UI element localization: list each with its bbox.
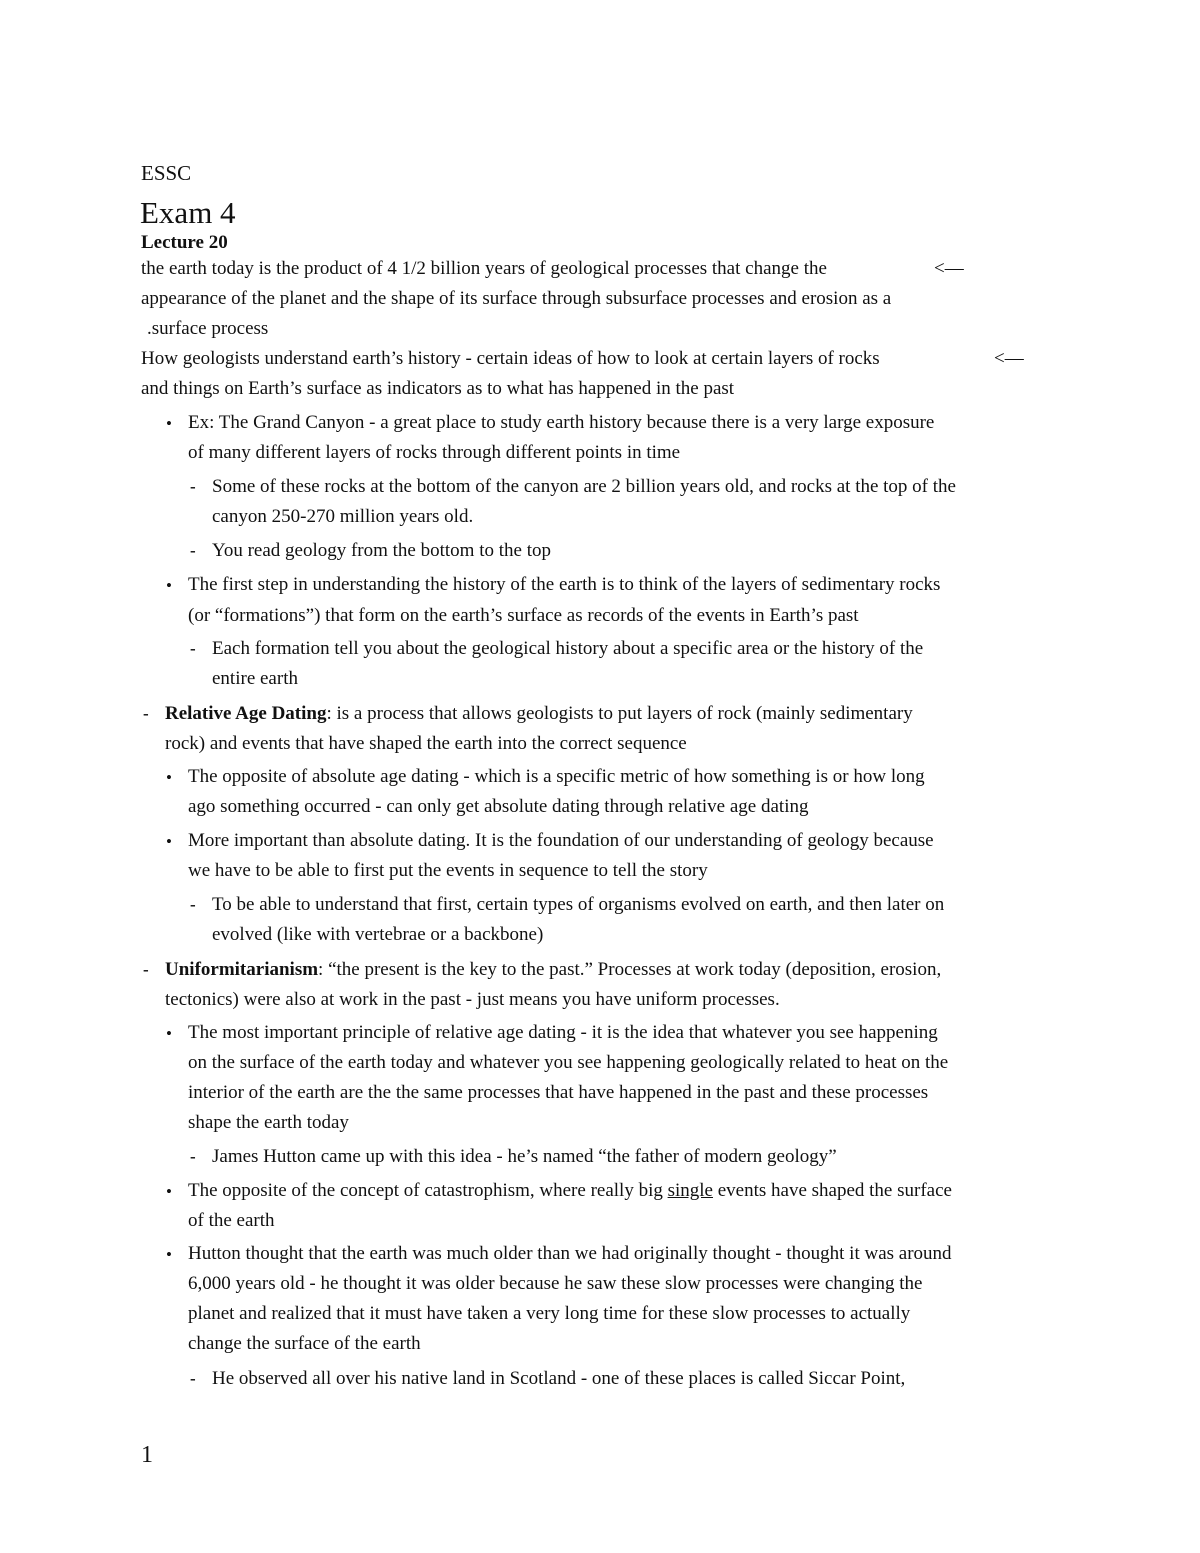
intro-paragraph-2-line-2: and things on Earth’s surface as indicators as to what has happened in the past — [141, 378, 735, 399]
sub-item-text: Each formation tell you about the geological history about a specific area or the history of the — [212, 638, 924, 659]
dash-marker: - — [143, 704, 149, 723]
lecture-heading: Lecture 20 — [141, 232, 228, 253]
sub-item-text: entire earth — [212, 668, 298, 689]
definition-text: : “the present is the key to the past.” Processes at work today (deposition, erosion, — [318, 959, 942, 980]
intro-paragraph-1-line-3: .surface process — [147, 318, 269, 339]
sub-item-text: You read geology from the bottom to the top — [212, 540, 551, 561]
list-item-text: we have to be able to first put the events in sequence to tell the story — [188, 860, 708, 881]
arrow-marker: <— — [994, 348, 1024, 369]
list-item-text: The most important principle of relative age dating - it is the idea that whatever you see happening — [188, 1022, 938, 1043]
sub-item-text: James Hutton came up with this idea - he’s named “the father of modern geology” — [212, 1146, 837, 1167]
bullet-marker: • — [166, 768, 172, 787]
dash-marker: - — [190, 639, 196, 658]
bullet-marker: • — [166, 414, 172, 433]
list-item-text: The first step in understanding the history of the earth is to think of the layers of sedimentary rocks — [188, 574, 941, 595]
dash-marker: - — [190, 541, 196, 560]
page-number: 1 — [141, 1442, 153, 1468]
definition-text: tectonics) were also at work in the past - just means you have uniform processes. — [165, 989, 780, 1010]
sub-item-text: To be able to understand that first, certain types of organisms evolved on earth, and then later on — [212, 894, 945, 915]
dash-marker: - — [190, 1369, 196, 1388]
definition-text: rock) and events that have shaped the earth into the correct sequence — [165, 733, 687, 754]
list-item-text: shape the earth today — [188, 1112, 349, 1133]
list-item-text: Ex: The Grand Canyon - a great place to study earth history because there is a very large exposure — [188, 412, 935, 433]
list-item-text: 6,000 years old - he thought it was older because he saw these slow processes were changing the — [188, 1273, 923, 1294]
dash-marker: - — [190, 477, 196, 496]
dash-marker: - — [143, 960, 149, 979]
sub-item-text: evolved (like with vertebrae or a backbone) — [212, 924, 544, 945]
intro-paragraph-2-line-1: How geologists understand earth’s history - certain ideas of how to look at certain layers of rocks — [141, 348, 880, 369]
list-item-text-segment: events have shaped the surface — [712, 1180, 952, 1201]
list-item-text: planet and realized that it must have taken a very long time for these slow processes to actually — [188, 1303, 911, 1324]
list-item-text: of many different layers of rocks through different points in time — [188, 442, 681, 463]
list-item-text: Hutton thought that the earth was much older than we had originally thought - thought it was around — [188, 1243, 952, 1264]
sub-item-text: He observed all over his native land in Scotland - one of these places is called Siccar Point, — [212, 1368, 906, 1389]
sub-item-text: canyon 250-270 million years old. — [212, 506, 474, 527]
dash-marker: - — [190, 1147, 196, 1166]
definition-uniformitarianism — [165, 959, 941, 981]
list-item-text: of the earth — [188, 1210, 275, 1231]
definition-text: : is a process that allows geologists to put layers of rock (mainly sedimentary — [326, 703, 913, 724]
list-item-text: interior of the earth are the the same processes that have happened in the past and these processes — [188, 1082, 929, 1103]
list-item-text: change the surface of the earth — [188, 1333, 421, 1354]
list-item-text: More important than absolute dating. It is the foundation of our understanding of geology because — [188, 830, 934, 851]
list-item-text: ago something occurred - can only get absolute dating through relative age dating — [188, 796, 809, 817]
intro-paragraph-1-line-1: the earth today is the product of 4 1/2 billion years of geological processes that change the — [141, 258, 827, 279]
list-item-text: (or “formations”) that form on the earth’s surface as records of the events in Earth’s past — [188, 605, 859, 626]
bullet-marker: • — [166, 576, 172, 595]
dash-marker: - — [190, 895, 196, 914]
underlined-word: single — [667, 1180, 713, 1201]
list-item-text: The opposite of absolute age dating - which is a specific metric of how something is or how long — [188, 766, 925, 787]
bullet-marker: • — [166, 832, 172, 851]
bullet-marker: • — [166, 1024, 172, 1043]
course-code: ESSC — [141, 161, 192, 185]
list-item-text — [188, 1180, 952, 1202]
term-relative-age-dating: Relative Age Dating — [165, 703, 327, 724]
exam-title: Exam 4 — [140, 195, 236, 230]
list-item-text: on the surface of the earth today and whatever you see happening geologically related to heat on the — [188, 1052, 949, 1073]
sub-item-text: Some of these rocks at the bottom of the canyon are 2 billion years old, and rocks at the top of the — [212, 476, 956, 497]
definition-relative-age-dating — [165, 703, 913, 725]
intro-paragraph-1-line-2: appearance of the planet and the shape of its surface through subsurface processes and erosion as a — [141, 288, 892, 309]
bullet-marker: • — [166, 1182, 172, 1201]
term-uniformitarianism: Uniformitarianism — [165, 959, 319, 980]
arrow-marker: <— — [934, 258, 964, 279]
bullet-marker: • — [166, 1245, 172, 1264]
list-item-text-segment: The opposite of the concept of catastrophism, where really big — [188, 1180, 668, 1201]
